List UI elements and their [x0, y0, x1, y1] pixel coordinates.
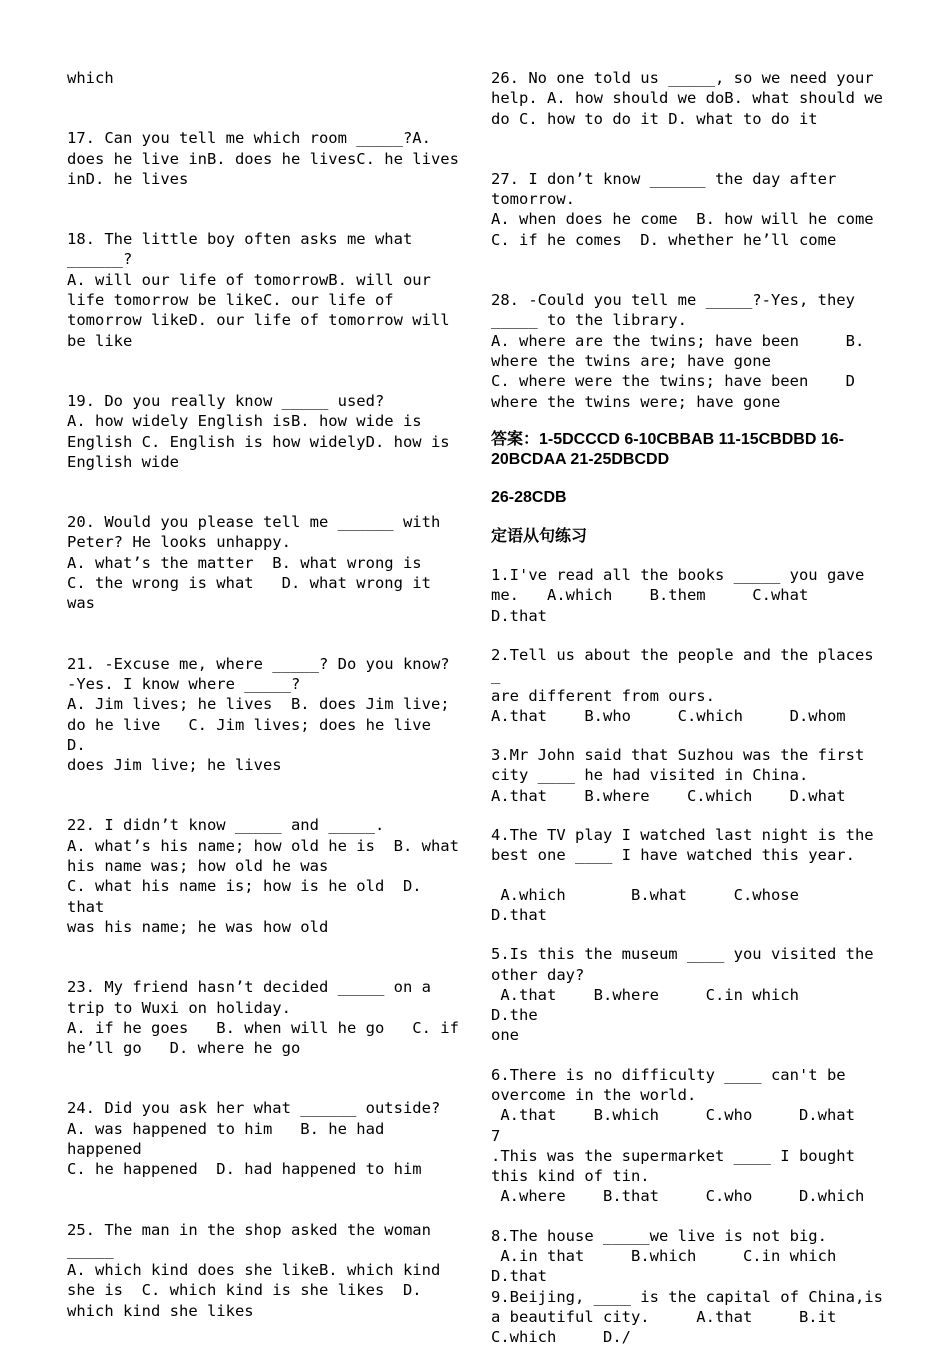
right-column: [491, 68, 886, 1348]
answer-key: 答案：1-5DCCCD 6-10CBBAB 11-15CBDBD 16- 20BCDAA 21-25DBCDD: [491, 430, 844, 469]
question-28: 28. -Could you tell me _____?-Yes, they _____ to the library. A. where are the twins; have been B. where the twins are; have gone C. where were the twins; have been D where the twins were; have gone: [491, 291, 865, 411]
exercise-2: 2.Tell us about the people and the places _ are different from ours. A.that B.who C.which D.whom: [491, 645, 874, 725]
exercise-3: 3.Mr John said that Suzhou was the first city ____ he had visited in China. A.that B.where C.which D.what: [491, 746, 865, 805]
left-column: [67, 68, 462, 1321]
exercise-4-options: A.which B.what C.whose D.that: [491, 885, 846, 924]
question-16-tail: which: [67, 69, 114, 87]
answer-key-continued: 26-28CDB: [491, 489, 567, 507]
question-26: 26. No one told us _____, so we need your help. A. how should we doB. what should we do C. how to do it D. what to do it: [491, 69, 883, 128]
exercise-5: 5.Is this the museum ____ you visited the other day? A.that B.where C.in which D.the one: [491, 945, 874, 1045]
question-18: 18. The little boy often asks me what ______? A. will our life of tomorrowB. will our life tomorrow be likeC. our life of tomorrow likeD. our life of tomorrow will be like: [67, 230, 450, 350]
question-19: 19. Do you really know _____ used? A. how widely English isB. how wide is English C. English is how widelyD. how is English wide: [67, 391, 450, 471]
question-22: 22. I didn’t know _____ and _____. A. what’s his name; how old he is B. what his name was; how old he was C. what his name is; how is he old D. that was his name; he was how old: [67, 816, 459, 936]
question-17: 17. Can you tell me which room _____?A. does he live inB. does he livesC. he lives inD. he lives: [67, 129, 459, 188]
question-24: 24. Did you ask her what ______ outside? A. was happened to him B. he had happened C. he happened D. had happened to him: [67, 1099, 441, 1179]
section-title: 定语从句练习: [491, 527, 588, 545]
question-20: 20. Would you please tell me ______ with Peter? He looks unhappy. A. what’s the matter B. what wrong is C. the wrong is what D. what wrong it was: [67, 513, 441, 613]
exercise-1: 1.I've read all the books _____ you gave me. A.which B.them C.what D.that: [491, 566, 865, 625]
exercise-4: 4.The TV play I watched last night is the best one ____ I have watched this year.: [491, 826, 874, 865]
question-27: 27. I don’t know ______ the day after tomorrow. A. when does he come B. how will he come C. if he comes D. whether he’ll come: [491, 169, 874, 249]
question-25: 25. The man in the shop asked the woman _____ A. which kind does she likeB. which kind she is C. which kind is she likes D. which kind she likes: [67, 1220, 441, 1320]
exercise-6-7: 6.There is no difficulty ____ can't be overcome in the world. A.that B.which C.who D.what 7 .This was the supermarket ____ I bought this kind of tin. A.where B.that C.who D.which: [491, 1065, 865, 1206]
exercise-8-9: 8.The house _____we live is not big. A.in that B.which C.in which D.that 9.Beijing, ____ is the capital of China,is a beautiful city. A.that B.it C.which D./: [491, 1226, 883, 1347]
question-21: 21. -Excuse me, where _____? Do you know? -Yes. I know where _____? A. Jim lives; he lives B. does Jim live; do he live C. Jim lives; does he live D. does Jim live; he lives: [67, 654, 450, 775]
question-23: 23. My friend hasn’t decided _____ on a trip to Wuxi on holiday. A. if he goes B. when will he go C. if he’ll go D. where he go: [67, 978, 459, 1058]
